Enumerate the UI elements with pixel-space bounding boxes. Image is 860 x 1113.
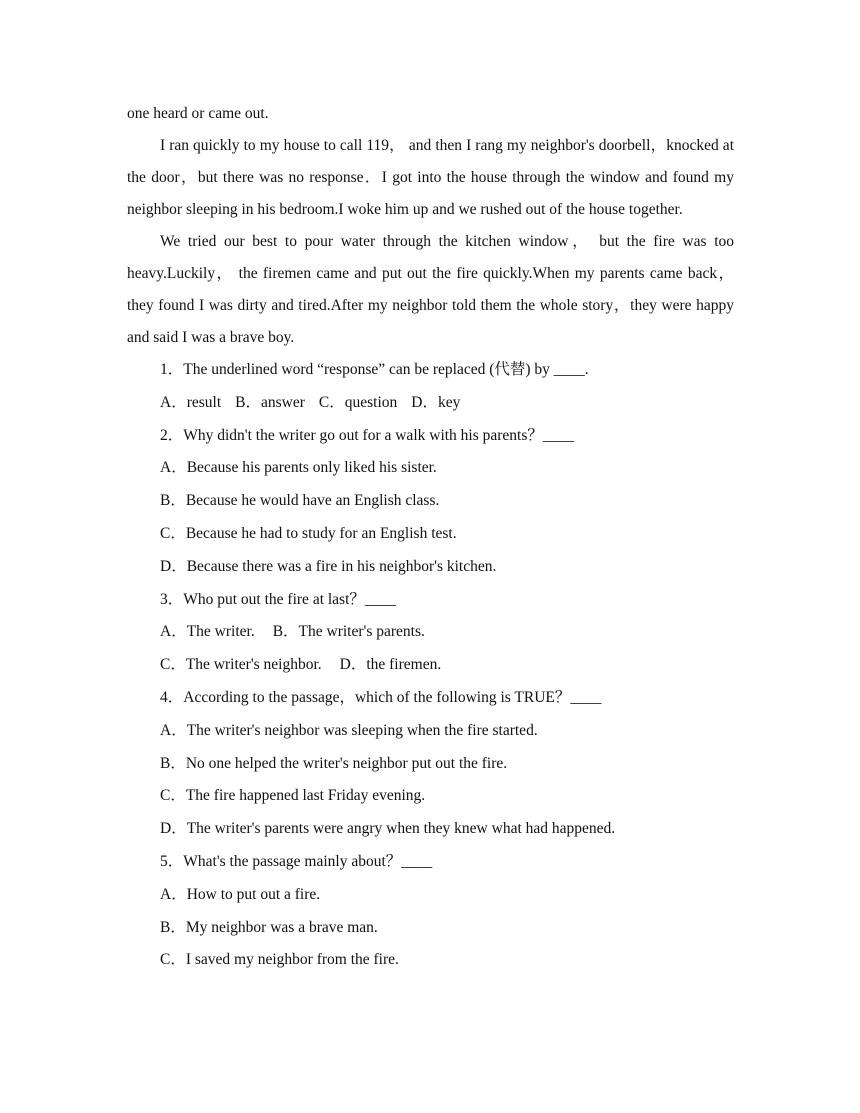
question-4-option-a: A．The writer's neighbor was sleeping when the fire started. — [160, 721, 538, 739]
question-3-stem: 3．Who put out the fire at last？____ — [160, 590, 396, 608]
question-4-option-d: D．The writer's parents were angry when they knew what had happened. — [160, 820, 616, 838]
question-1-option-d: D．key — [411, 393, 461, 411]
question-1-option-b: B．answer — [235, 393, 305, 411]
passage-paragraph-continued: one heard or came out. — [127, 105, 269, 122]
question-4-option-c: C．The fire happened last Friday evening. — [160, 787, 426, 805]
question-3-option-b: B．The writer's parents. — [272, 623, 425, 641]
question-2-option-c: C．Because he had to study for an English test. — [160, 524, 457, 542]
question-1-options — [127, 387, 734, 420]
question-4-stem: 4．According to the passage，which of the following is TRUE？____ — [160, 688, 602, 706]
question-3-options-ab — [127, 616, 734, 649]
question-1-option-a: A．result — [160, 393, 222, 411]
question-3-option-d: D．the firemen. — [339, 656, 442, 674]
question-5-option-a: A．How to put out a fire. — [160, 885, 321, 903]
question-2-option-a: A．Because his parents only liked his sister. — [160, 459, 437, 477]
question-5-option-b: B．My neighbor was a brave man. — [160, 918, 378, 936]
question-5-stem: 5．What's the passage mainly about？____ — [160, 852, 433, 870]
document-body — [127, 98, 734, 977]
question-3-option-a: A．The writer. — [160, 623, 255, 641]
question-4-option-b: B．No one helped the writer's neighbor put out the fire. — [160, 754, 508, 772]
question-2-stem: 2．Why didn't the writer go out for a walk with his parents？____ — [160, 426, 574, 444]
passage-paragraph-call-119: I ran quickly to my house to call 119， and then I rang my neighbor's doorbell，knocked at the door，but there was no response．I got into the house through the window and found my neighbor sleeping in his bedroom.I woke him up and we rushed out of the house together. — [127, 137, 734, 218]
question-5-option-c: C．I saved my neighbor from the fire. — [160, 951, 399, 969]
question-1-stem: 1．The underlined word “response” can be replaced (代替) by ____. — [160, 361, 589, 378]
question-2-option-d: D．Because there was a fire in his neighbor's kitchen. — [160, 557, 497, 575]
question-3-options-cd — [127, 649, 734, 682]
question-3-option-c: C．The writer's neighbor. — [160, 656, 322, 674]
question-2-option-b: B．Because he would have an English class. — [160, 492, 440, 510]
question-1-option-c: C．question — [318, 393, 398, 411]
passage-paragraph-firemen: We tried our best to pour water through the kitchen window， but the fire was too heavy.Luckily， the firemen came and put out the fire quickly.When my parents came back，they found I was dirty and tired.After my neighbor told them the whole story，they were happy and said I was a brave boy. — [127, 233, 734, 346]
